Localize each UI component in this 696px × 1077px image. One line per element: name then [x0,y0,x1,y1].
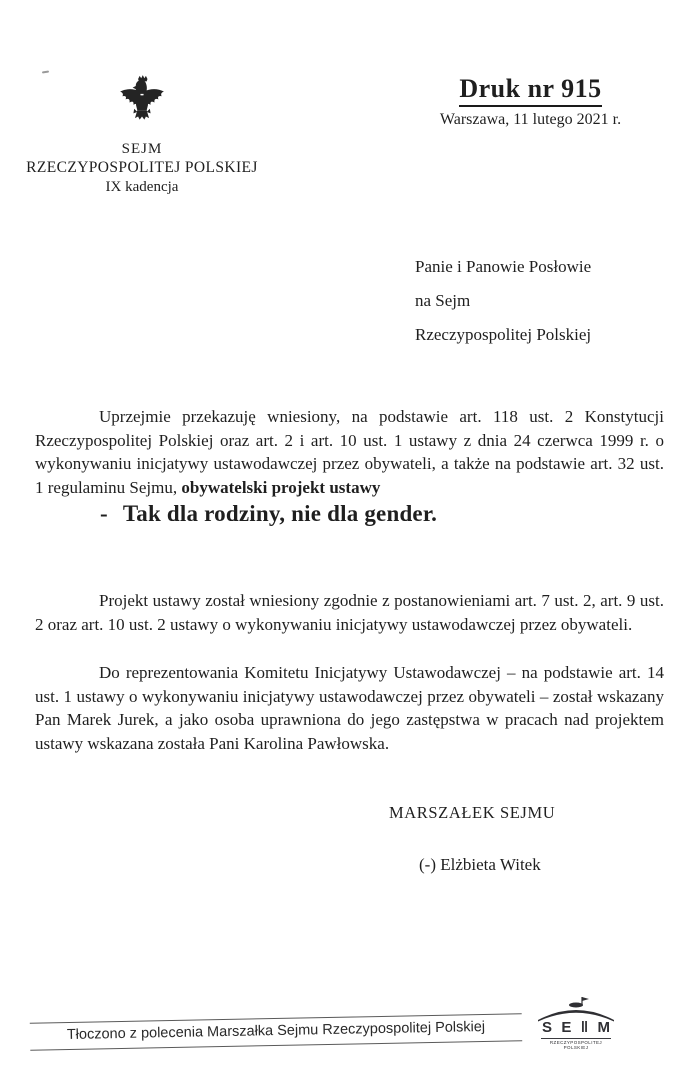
sejm-logo [531,996,621,1050]
print-number: Druk nr 915 [459,74,601,107]
body-paragraph-2: Projekt ustawy został wniesiony zgodnie z postanowieniami art. 7 ust. 2, art. 9 ust. 2 oraz art. 10 ust. 2 ustawy o wykonywaniu inicjatywy ustawodawczej przez obywateli. [35,591,664,634]
sejm-logo-letters [542,1019,610,1036]
paragraph-1-bold-phrase: obywatelski projekt ustawy [181,477,381,497]
body-paragraph-3: Do reprezentowania Komitetu Inicjatywy Ustawodawczej – na podstawie art. 14 ust. 1 ustawy o wykonywaniu inicjatywy ustawodawczej przez obywateli – został wskazany Pan Marek Jurek, a jako osoba uprawniona do jego zastępstwa w pracach nad projektem ustawy wskazana została Pani Karolina Pawłowska. [35,663,664,753]
bill-title-text: Tak dla rodziny, nie dla gender. [122,501,438,526]
logo-letter-j-bars: ‖ [580,1019,589,1036]
bill-title [100,501,437,527]
sejm-logo-caption: RZECZYPOSPOLITEJ POLSKIEJ [541,1038,611,1050]
place-and-date: Warszawa, 11 lutego 2021 r. [439,111,622,128]
header-institution [17,74,267,196]
paragraph-1-text: Uprzejmie przekazuję wniesiony, na podstawie art. 118 ust. 2 Konstytucji Rzeczypospolitej Polskiej oraz art. 2 i art. 10 ust. 1 ustawy z dnia 24 czerwca 1999 r. o wykonywaniu inicjatywy ustawodawczej przez obywateli, a także na podstawie art. 32 ust. 1 regulaminu Sejmu, [35,407,664,497]
logo-letter-s: S [542,1019,553,1036]
institution-country: RZECZYPOSPOLITEJ POLSKIEJ [26,159,258,176]
imprint-band: Tłoczono z polecenia Marszałka Sejmu Rzeczypospolitej Polskiej [30,1013,522,1050]
signer-role: MARSZAŁEK SEJMU [389,803,556,822]
logo-letter-m: M [597,1019,610,1036]
addressee-line-3: Rzeczypospolitej Polskiej [415,325,592,344]
bill-title-dash: - [100,501,108,526]
addressee-line-1: Panie i Panowie Posłowie [415,257,592,276]
header-print-info [408,74,653,129]
polish-eagle-icon [117,74,167,134]
logo-letter-e: E [561,1019,572,1036]
institution-name: SEJM [121,141,163,157]
signer-name: (-) Elżbieta Witek [419,855,541,874]
institution-term: IX kadencja [105,179,179,195]
addressee-line-2: na Sejm [415,291,471,310]
body-paragraph-1 [35,405,664,499]
addressee-block [415,250,591,352]
